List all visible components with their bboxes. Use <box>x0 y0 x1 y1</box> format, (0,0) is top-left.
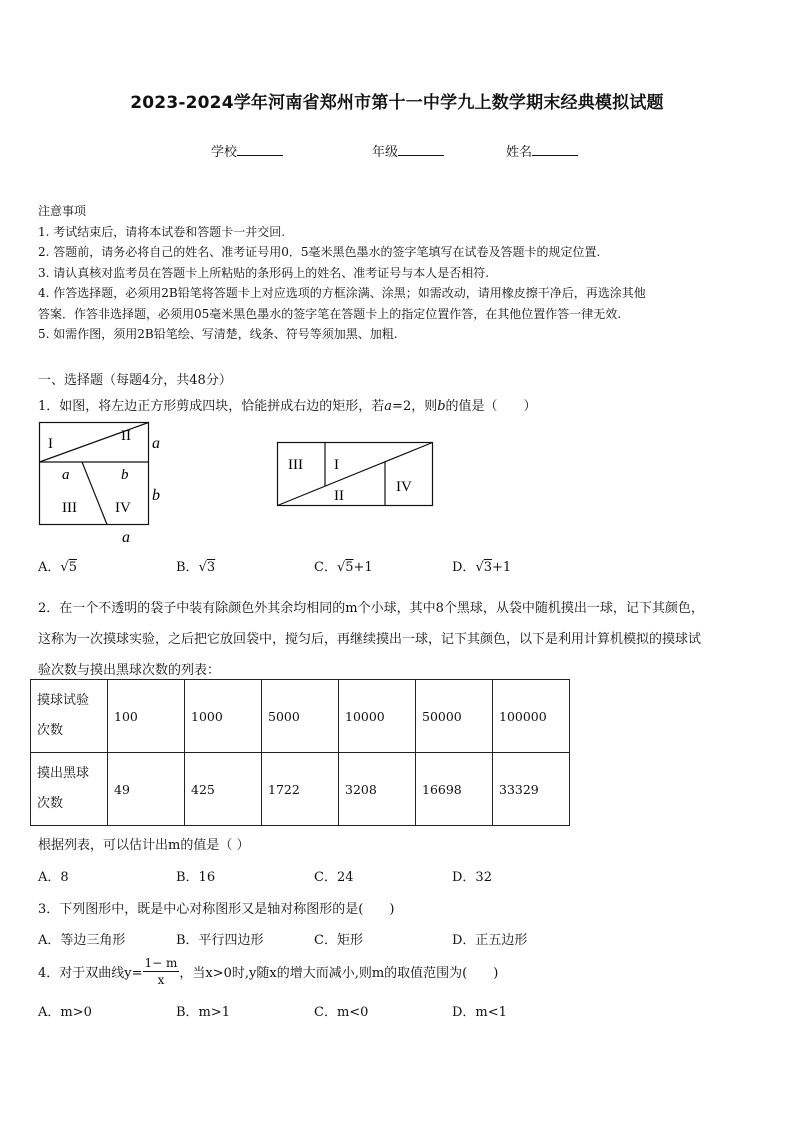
q3-option-b: B．平行四边形 <box>176 933 264 948</box>
school-field <box>211 141 283 160</box>
school-blank <box>237 143 283 156</box>
table-cell: 425 <box>185 753 262 826</box>
square-label-a-inner: a <box>62 467 70 483</box>
note-item: 5. 如需作图，须用2B铅笔绘、写清楚，线条、符号等须加黑、加粗. <box>38 327 398 341</box>
q4-denominator: x <box>157 973 165 987</box>
q4-option-b: B．m>1 <box>176 1005 231 1020</box>
table-cell: 33329 <box>493 753 570 826</box>
table-cell: 1000 <box>185 680 262 753</box>
q2-line: 验次数与摸出黑球次数的列表： <box>38 663 221 678</box>
name-blank <box>532 143 578 156</box>
q1-option-a <box>38 556 77 575</box>
q1-option-b <box>176 556 215 575</box>
q4-numerator: 1− m <box>144 956 178 970</box>
note-item: 1. 考试结束后，请将本试卷和答题卡一并交回. <box>38 224 286 239</box>
q4-option-a: A．m>0 <box>38 1005 92 1020</box>
q1-option-d <box>452 556 511 575</box>
option-label: D． <box>452 560 476 575</box>
square-lower-cut <box>82 462 107 525</box>
header-line: 摸球试验 <box>37 693 90 708</box>
grade-label: 年级 <box>372 145 399 160</box>
option-label: B． <box>176 560 199 575</box>
note-item: 3. 请认真核对监考员在答题卡上所粘贴的条形码上的姓名、准考证号与本人是否相符. <box>38 265 490 280</box>
q1-var-b: b <box>437 399 446 414</box>
square-label-III: III <box>62 500 77 516</box>
square-label-I: I <box>48 436 53 452</box>
header-line: 摸出黑球 <box>37 766 90 781</box>
sqrt-icon: √ <box>60 560 69 575</box>
header-line: 次数 <box>37 796 64 811</box>
radicand: 3 <box>483 560 493 575</box>
table-cell: 10000 <box>339 680 416 753</box>
radicand: 5 <box>345 560 354 575</box>
note-item: 2. 答题前，请务必将自己的姓名、准考证号用0．5毫米黑色墨水的签字笔填写在试卷及答题卡的规定位置. <box>38 245 601 259</box>
table-cell: 16698 <box>416 753 493 826</box>
q1-option-c <box>314 556 373 575</box>
square-label-a-bottom: a <box>122 529 130 546</box>
rectangle-label-III: III <box>288 457 303 473</box>
table-row <box>31 680 570 753</box>
name-field <box>506 141 578 160</box>
q1-text-pre: 1．如图，将左边正方形剪成四块，恰能拼成右边的矩形，若 <box>38 399 385 414</box>
q2-stem <box>38 593 704 686</box>
q3-option-d: D．正五边形 <box>452 933 528 948</box>
header-line: 次数 <box>37 723 64 738</box>
sqrt-icon: √ <box>475 560 484 575</box>
radicand: 3 <box>206 560 216 575</box>
square-label-a-side: a <box>152 435 160 452</box>
square-outline <box>40 423 149 525</box>
table-cell: 100000 <box>493 680 570 753</box>
q3-option-a: A．等边三角形 <box>38 933 126 948</box>
note-item: 答案．作答非选择题，必须用05毫米黑色墨水的签字笔在答题卡上的指定位置作答，在其他位置作答一律无效. <box>38 306 622 321</box>
q3-stem: 3．下列图形中，既是中心对称图形又是轴对称图形的是( ) <box>38 902 395 917</box>
name-label: 姓名 <box>506 145 533 160</box>
q4-post: ，当x>0时,y随x的增大而减小,则m的取值范围为( ) <box>179 966 499 981</box>
suffix: +1 <box>492 560 512 575</box>
note-item: 4. 作答选择题，必须用2B铅笔将答题卡上对应选项的方框涂满、涂黑；如需改动，请用橡皮擦干净后，再选涂其他 <box>38 286 646 300</box>
grade-blank <box>398 143 444 156</box>
table-cell: 49 <box>108 753 185 826</box>
notes-heading: 注意事项 <box>38 204 87 218</box>
table-cell: 1722 <box>262 753 339 826</box>
q4-pre: 4．对于双曲线y= <box>38 966 143 981</box>
q2-option-a: A．8 <box>38 870 69 885</box>
table-cell: 3208 <box>339 753 416 826</box>
sqrt-icon: √ <box>336 560 346 575</box>
q1-figure-square <box>30 418 180 548</box>
q4-stem <box>38 955 498 988</box>
square-label-b-side: b <box>152 487 160 504</box>
q2-option-b: B．16 <box>176 870 216 885</box>
rectangle-label-II: II <box>334 488 344 504</box>
q3-option-c: C．矩形 <box>314 933 363 948</box>
option-label: C． <box>314 560 337 575</box>
q1-var-a: a <box>384 399 393 414</box>
page-title: 2023-2024学年河南省郑州市第十一中学九上数学期末经典模拟试题 <box>130 93 664 113</box>
q2-option-d: D．32 <box>452 870 492 885</box>
square-diagonal-cut <box>40 423 149 463</box>
square-label-II: II <box>121 428 131 444</box>
school-label: 学校 <box>211 145 238 160</box>
rectangle-label-I: I <box>334 457 339 473</box>
grade-field <box>372 141 444 160</box>
section-heading: 一、选择题（每题4分，共48分） <box>38 373 232 388</box>
table-cell: 100 <box>108 680 185 753</box>
q1-stem <box>38 395 537 414</box>
q2-after: 根据列表，可以估计出m的值是（ ） <box>38 838 250 853</box>
sqrt-icon: √ <box>198 560 207 575</box>
table-row-header <box>31 753 108 826</box>
table-cell: 5000 <box>262 680 339 753</box>
q2-line: 这称为一次摸球实验，之后把它放回袋中，搅匀后，再继续摸出一球，记下其颜色，以下是利用计算机模拟的摸球试 <box>38 632 702 647</box>
q4-option-d: D．m<1 <box>452 1005 507 1020</box>
radicand: 5 <box>68 560 77 575</box>
suffix: +1 <box>353 560 373 575</box>
q2-option-c: C．24 <box>314 870 354 885</box>
q1-eq: =2，则 <box>392 399 438 414</box>
rectangle-diagonal <box>278 443 433 506</box>
table-row-header <box>31 680 108 753</box>
q4-fraction <box>143 955 180 988</box>
table-row <box>31 753 570 826</box>
q4-option-c: C．m<0 <box>314 1005 369 1020</box>
notes-block <box>38 201 646 345</box>
rectangle-label-IV: IV <box>396 479 412 495</box>
q2-line: 2．在一个不透明的袋子中装有除颜色外其余均相同的m个小球，其中8个黑球，从袋中随机摸出一球，记下其颜色， <box>38 601 704 616</box>
table-cell: 50000 <box>416 680 493 753</box>
q1-text-post: 的值是（ ） <box>445 399 537 414</box>
square-label-IV: IV <box>115 500 131 516</box>
square-label-b-inner: b <box>121 467 129 483</box>
q1-figure-rectangle <box>270 436 440 512</box>
q2-table <box>30 679 570 826</box>
option-label: A． <box>38 560 61 575</box>
